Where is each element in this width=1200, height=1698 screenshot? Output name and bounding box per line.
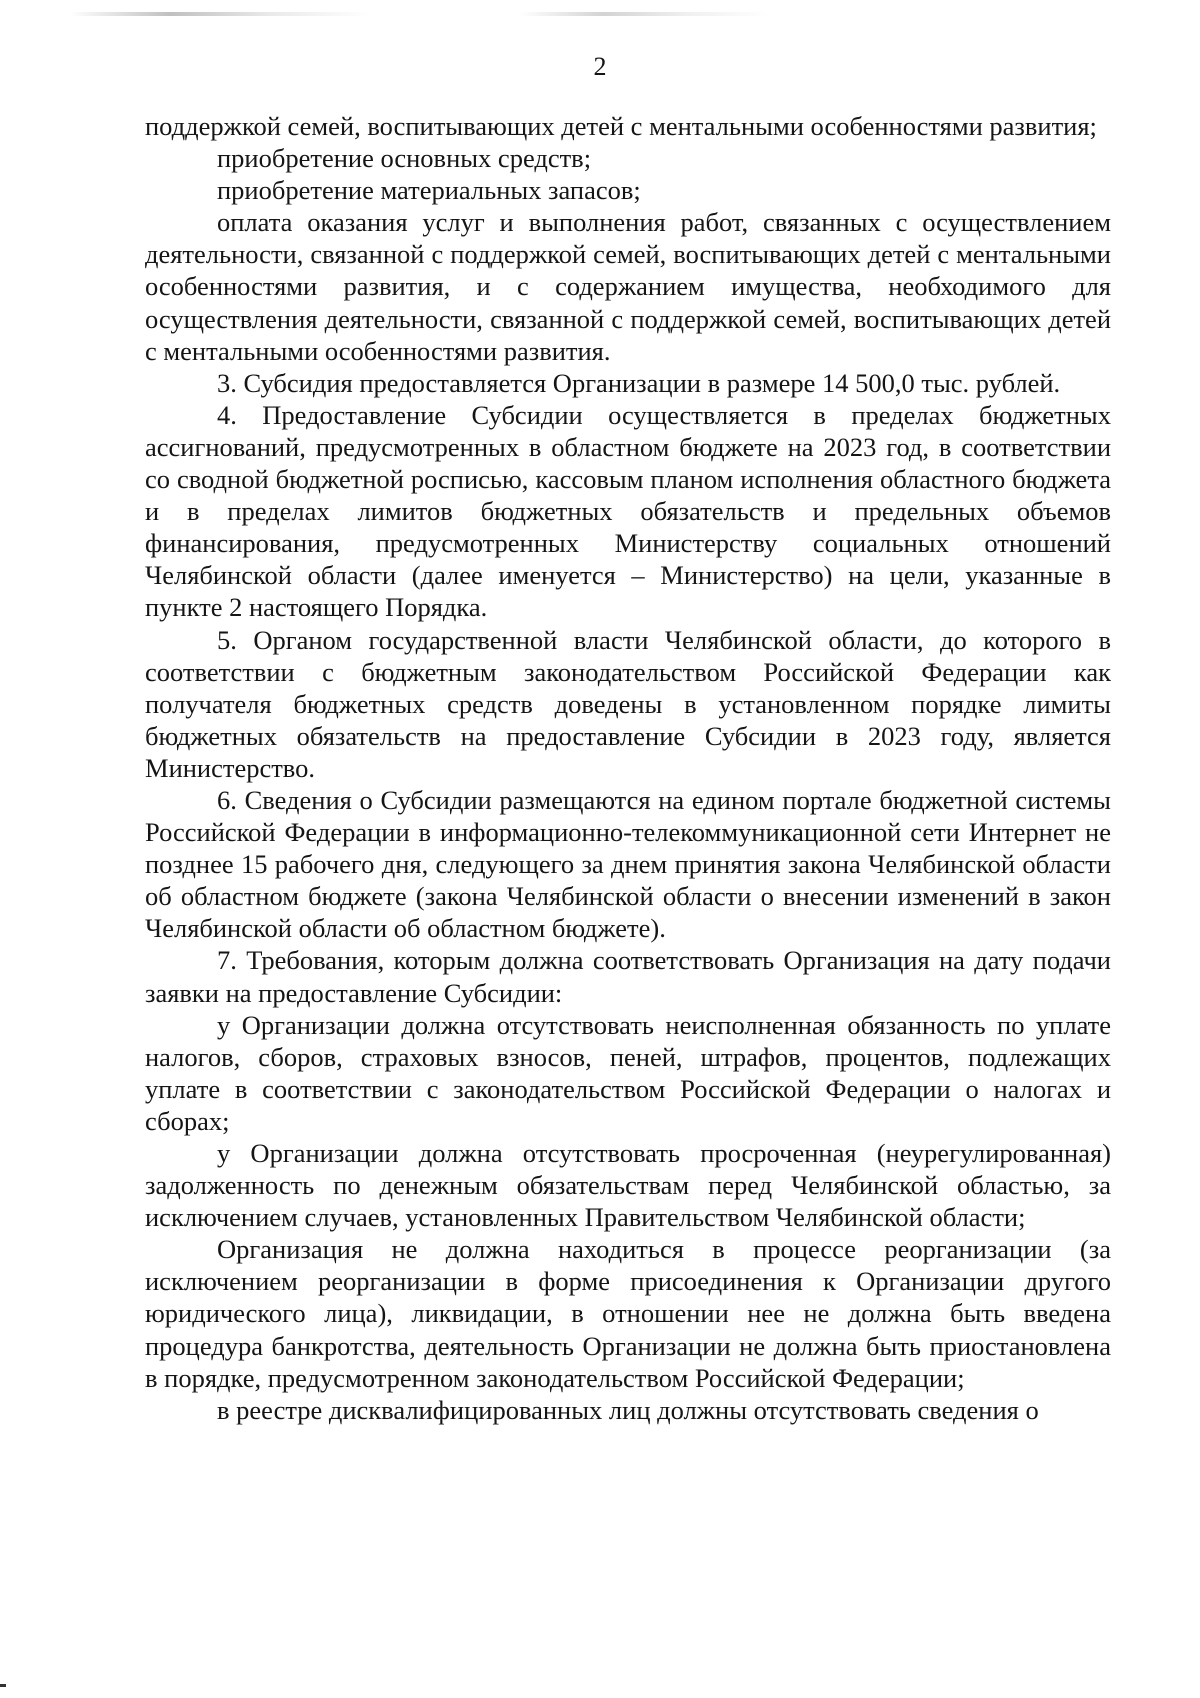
document-body xyxy=(145,110,1111,1426)
paragraph-13: в реестре дисквалифицированных лиц должны отсутствовать сведения о xyxy=(217,1394,1039,1425)
paragraph-9: 7. Требования, которым должна соответствовать Организация на дату подачи заявки на предоставление Субсидии: xyxy=(145,945,1111,1008)
paragraph-7: 5. Органом государственной власти Челябинской области, до которого в соответствии с бюджетным законодательством Российской Федерации как получателя бюджетных средств доведены в установленном порядке лимиты бюджетных обязательств на предоставление Субсидии в 2023 году, является Министерство. xyxy=(145,624,1111,783)
paragraph-4: оплата оказания услуг и выполнения работ, связанных с осуществлением деятельности, связанной с поддержкой семей, воспитывающих детей с ментальными особенностями развития, и с содержанием имущества, необходимого для осуществления деятельности, связанной с поддержкой семей, воспитывающих детей с ментальными особенностями развития. xyxy=(145,207,1111,366)
scan-artifact-left xyxy=(70,12,370,16)
paragraph-1: поддержкой семей, воспитывающих детей с ментальными особенностями развития; xyxy=(145,111,1097,141)
paragraph-12: Организация не должна находиться в процессе реорганизации (за исключением реорганизации в форме присоединения к Организации другого юридического лица), ликвидации, в отношении нее не должна быть введена процедура банкротства, деятельность Организации не должна быть приостановлена в порядке, предусмотренном законодательством Российской Федерации; xyxy=(145,1234,1111,1393)
paragraph-5: 3. Субсидия предоставляется Организации в размере 14 500,0 тыс. рублей. xyxy=(217,367,1061,398)
paragraph-6: 4. Предоставление Субсидии осуществляется в пределах бюджетных ассигнований, предусмотренных в областном бюджете на 2023 год, в соответствии со сводной бюджетной росписью, кассовым планом исполнения областного бюджета и в пределах лимитов бюджетных обязательств и предельных объемов финансирования, предусмотренных Министерству социальных отношений Челябинской области (далее именуется – Министерство) на цели, указанные в пункте 2 настоящего Порядка. xyxy=(145,399,1111,623)
paragraph-8: 6. Сведения о Субсидии размещаются на едином портале бюджетной системы Российской Федерации в информационно-телекоммуникационной сети Интернет не позднее 15 рабочего дня, следующего за днем принятия закона Челябинской области об областном бюджете (закона Челябинской области о внесении изменений в закон Челябинской области об областном бюджете). xyxy=(145,784,1111,944)
paragraph-11: у Организации должна отсутствовать просроченная (неурегулированная) задолженность по денежным обязательствам перед Челябинской областью, за исключением случаев, установленных Правительством Челябинской области; xyxy=(145,1138,1111,1233)
page-number: 2 xyxy=(593,52,607,81)
scan-edge-mark xyxy=(0,1684,6,1687)
scan-artifact-right xyxy=(520,12,770,16)
paragraph-3: приобретение материальных запасов; xyxy=(217,175,641,206)
paragraph-2: приобретение основных средств; xyxy=(217,143,592,174)
paragraph-10: у Организации должна отсутствовать неисполненная обязанность по уплате налогов, сборов, страховых взносов, пеней, штрафов, процентов, подлежащих уплате в соответствии с законодательством Российской Федерации о налогах и сборах; xyxy=(145,1009,1111,1136)
